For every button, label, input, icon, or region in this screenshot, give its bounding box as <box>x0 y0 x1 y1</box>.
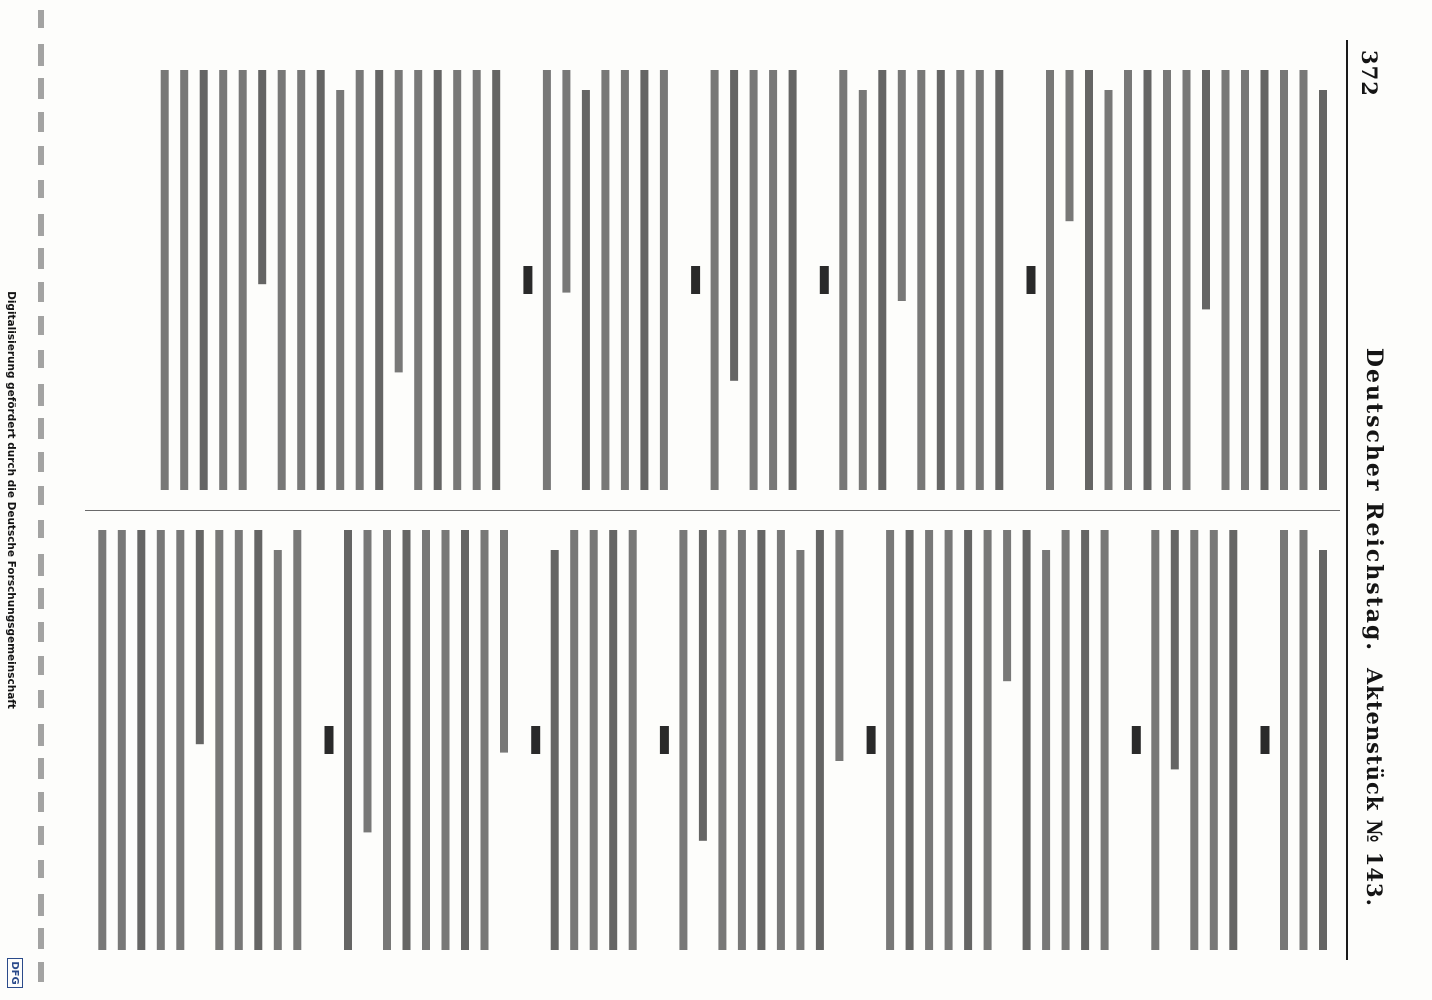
stripe-dash <box>38 44 44 66</box>
footer-credit: Digitalisierung gefördert durch die Deutsche Forschungsgemeinschaft <box>5 291 17 709</box>
text-line <box>176 530 184 950</box>
stripe-dash <box>38 588 44 609</box>
stripe-dash <box>38 180 44 198</box>
stripe-dash <box>38 690 44 708</box>
text-line <box>383 530 391 950</box>
text-line <box>816 530 824 950</box>
stripe-dash <box>38 418 44 439</box>
text-line <box>1003 530 1011 681</box>
stripe-dash <box>38 962 44 982</box>
text-line <box>196 530 204 744</box>
text-line <box>344 530 352 950</box>
text-line <box>1062 530 1070 950</box>
page-number: 372 <box>1357 50 1382 97</box>
text-line <box>777 530 785 950</box>
stripe-dash <box>38 10 44 28</box>
text-line <box>274 550 282 950</box>
text-line <box>1171 530 1179 769</box>
text-line <box>570 530 578 950</box>
text-line <box>1101 530 1109 950</box>
text-line <box>137 530 145 950</box>
stripe-dash <box>38 520 44 538</box>
text-line <box>98 530 106 950</box>
text-line <box>1081 530 1089 950</box>
text-line <box>500 530 508 753</box>
text-line <box>215 530 223 950</box>
text-line <box>886 530 894 950</box>
stripe-dash <box>38 486 44 505</box>
text-line <box>461 530 469 950</box>
text-line <box>699 530 707 841</box>
text-line <box>442 530 450 950</box>
stripe-dash <box>38 316 44 335</box>
text-line <box>906 530 914 950</box>
page-header-title: Deutscher Reichstag. <box>1361 347 1387 653</box>
text-line <box>293 530 301 950</box>
stripe-dash <box>38 656 44 675</box>
footer-decorative-stripe <box>24 0 52 1000</box>
text-line <box>679 530 687 950</box>
text-line <box>1300 530 1308 950</box>
text-line <box>718 530 726 950</box>
text-line <box>422 530 430 950</box>
stripe-dash <box>38 894 44 916</box>
text-line <box>984 530 992 950</box>
stripe-dash <box>38 350 44 368</box>
text-line <box>1210 530 1218 950</box>
text-line <box>945 530 953 950</box>
stripe-dash <box>38 78 44 99</box>
stripe-dash <box>38 622 44 642</box>
text-line <box>551 550 559 950</box>
stripe-dash <box>38 282 44 302</box>
stripe-dash <box>38 860 44 878</box>
text-line <box>609 530 617 950</box>
stripe-dash <box>38 792 44 812</box>
text-line <box>235 530 243 950</box>
section-marker <box>1132 726 1141 754</box>
section-marker <box>1261 726 1270 754</box>
stripe-dash <box>38 452 44 472</box>
text-line <box>757 530 765 950</box>
text-line <box>835 530 843 761</box>
section-marker <box>325 726 334 754</box>
stripe-dash <box>38 928 44 949</box>
stripe-dash <box>38 758 44 779</box>
stripe-dash <box>38 554 44 576</box>
stripe-dash <box>38 384 44 406</box>
text-line <box>403 530 411 950</box>
text-line <box>364 530 372 832</box>
appendix-number-title: Aktenstück № 143. <box>1362 668 1387 907</box>
stripe-dash <box>38 112 44 132</box>
text-line <box>1229 530 1237 950</box>
stripe-dash <box>38 826 44 845</box>
text-line <box>1190 530 1198 950</box>
text-line <box>1151 530 1159 950</box>
stripe-dash <box>38 724 44 746</box>
text-line <box>157 530 165 950</box>
text-line <box>925 530 933 950</box>
stripe-dash <box>38 214 44 236</box>
dfg-logo: DFG <box>7 958 23 988</box>
text-line <box>796 550 804 950</box>
text-line <box>481 530 489 950</box>
text-line <box>1319 550 1327 950</box>
text-line <box>254 530 262 950</box>
text-line <box>738 530 746 950</box>
text-line <box>1023 530 1031 950</box>
section-marker <box>867 726 876 754</box>
text-line <box>118 530 126 950</box>
stripe-dash <box>38 146 44 165</box>
text-line <box>1280 530 1288 950</box>
text-line <box>590 530 598 950</box>
stripe-dash <box>38 248 44 269</box>
section-marker <box>660 726 669 754</box>
text-line <box>1042 550 1050 950</box>
section-marker <box>531 726 540 754</box>
text-line <box>964 530 972 950</box>
text-line <box>629 530 637 950</box>
